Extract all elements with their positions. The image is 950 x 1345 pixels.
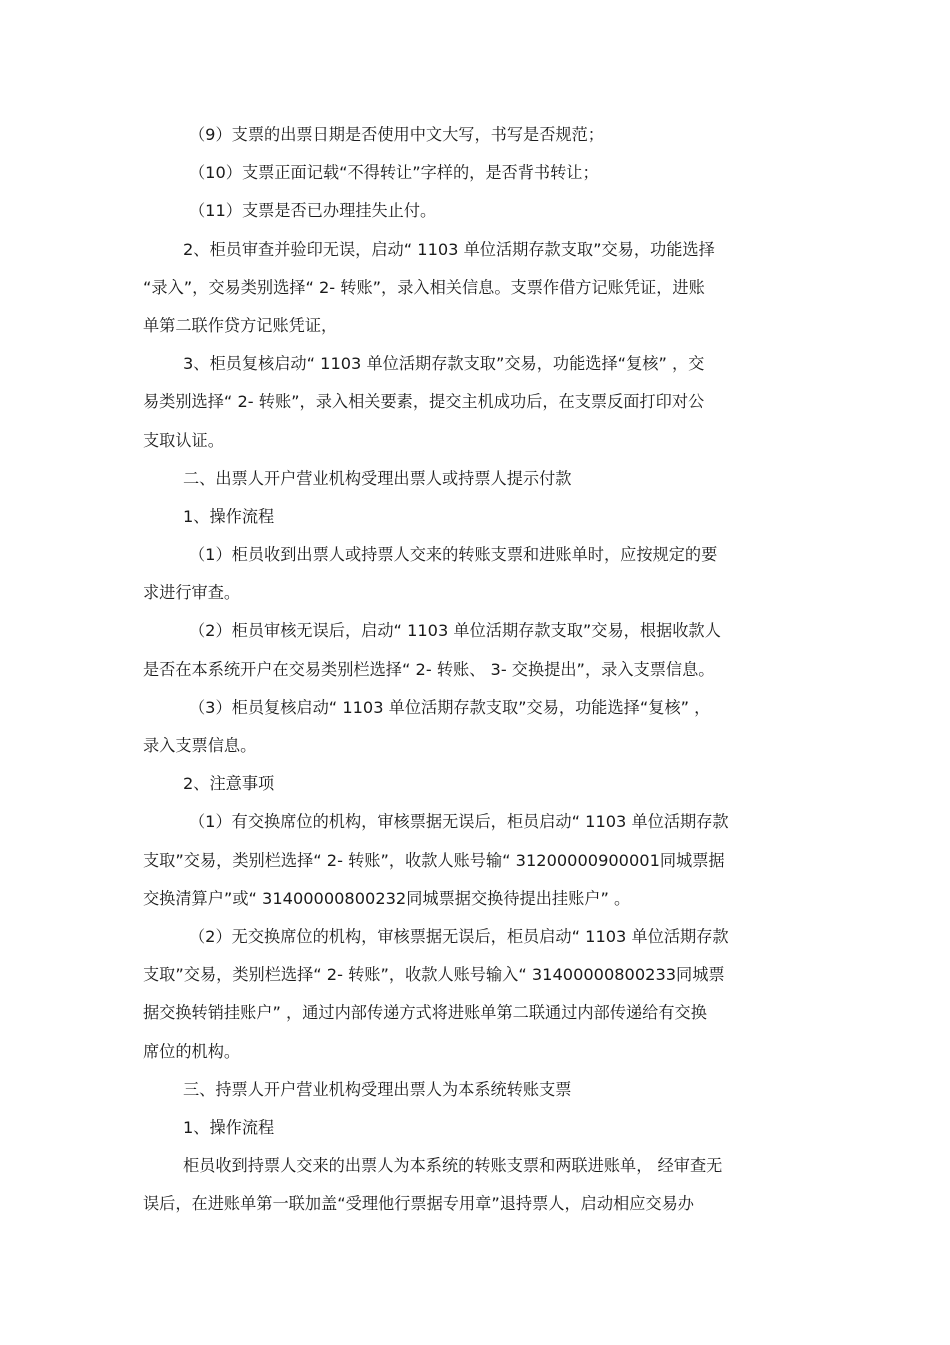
text-line: “录入”，交易类别选择“ 2- 转账”，录入相关信息。支票作借方记账凭证，进账 xyxy=(143,277,705,297)
text-line: 3、柜员复核启动“ 1103 单位活期存款支取”交易，功能选择“复核” ，交 xyxy=(183,354,705,374)
text-line: 1、操作流程 xyxy=(183,506,275,526)
text-line: （10）支票正面记载“不得转让”字样的，是否背书转让； xyxy=(189,163,599,183)
text-line: 二、出票人开户营业机构受理出票人或持票人提示付款 xyxy=(183,468,572,488)
text-line: （1）柜员收到出票人或持票人交来的转账支票和进账单时，应按规定的要 xyxy=(189,545,718,565)
text-line: 支取”交易，类别栏选择“ 2- 转账”，收款人账号输入“ 31400000800233同城票 xyxy=(143,965,725,985)
text-line: 交换清算户”或“ 31400000800232同城票据交换待提出挂账户” 。 xyxy=(143,888,631,908)
text-line: 2、注意事项 xyxy=(183,774,275,794)
text-line: 误后，在进账单第一联加盖“受理他行票据专用章”退持票人，启动相应交易办 xyxy=(143,1194,694,1214)
text-line: 柜员收到持票人交来的出票人为本系统的转账支票和两联进账单， 经审查无 xyxy=(183,1156,723,1176)
text-line: 三、持票人开户营业机构受理出票人为本系统转账支票 xyxy=(183,1079,572,1099)
text-line: 席位的机构。 xyxy=(143,1041,241,1061)
text-line: （3）柜员复核启动“ 1103 单位活期存款支取”交易，功能选择“复核” ， xyxy=(189,697,711,717)
text-line: 2、柜员审查并验印无误，启动“ 1103 单位活期存款支取”交易，功能选择 xyxy=(183,239,715,259)
text-line: （2）柜员审核无误后，启动“ 1103 单位活期存款支取”交易，根据收款人 xyxy=(189,621,721,641)
text-line: 1、操作流程 xyxy=(183,1117,275,1137)
text-line: 支取”交易，类别栏选择“ 2- 转账”，收款人账号输“ 31200000900001同城票据 xyxy=(143,850,725,870)
text-line: 支取认证。 xyxy=(143,430,224,450)
text-line: 易类别选择“ 2- 转账”，录入相关要素，提交主机成功后，在支票反面打印对公 xyxy=(143,392,705,412)
document-page xyxy=(143,116,805,1223)
text-line: （11）支票是否已办理挂失止付。 xyxy=(189,201,437,221)
text-line: 据交换转销挂账户” ，通过内部传递方式将进账单第二联通过内部传递给有交换 xyxy=(143,1003,707,1023)
text-line: （2）无交换席位的机构，审核票据无误后，柜员启动“ 1103 单位活期存款 xyxy=(189,926,729,946)
text-line: 单第二联作贷方记账凭证， xyxy=(143,315,338,335)
text-line: 录入支票信息。 xyxy=(143,736,257,755)
text-line: 是否在本系统开户在交易类别栏选择“ 2- 转账、 3- 交换提出”，录入支票信息。 xyxy=(143,659,715,679)
text-line: 求进行审查。 xyxy=(143,583,241,603)
text-line: （9）支票的出票日期是否使用中文大写，书写是否规范； xyxy=(189,125,604,144)
text-line: （1）有交换席位的机构，审核票据无误后，柜员启动“ 1103 单位活期存款 xyxy=(189,812,729,832)
